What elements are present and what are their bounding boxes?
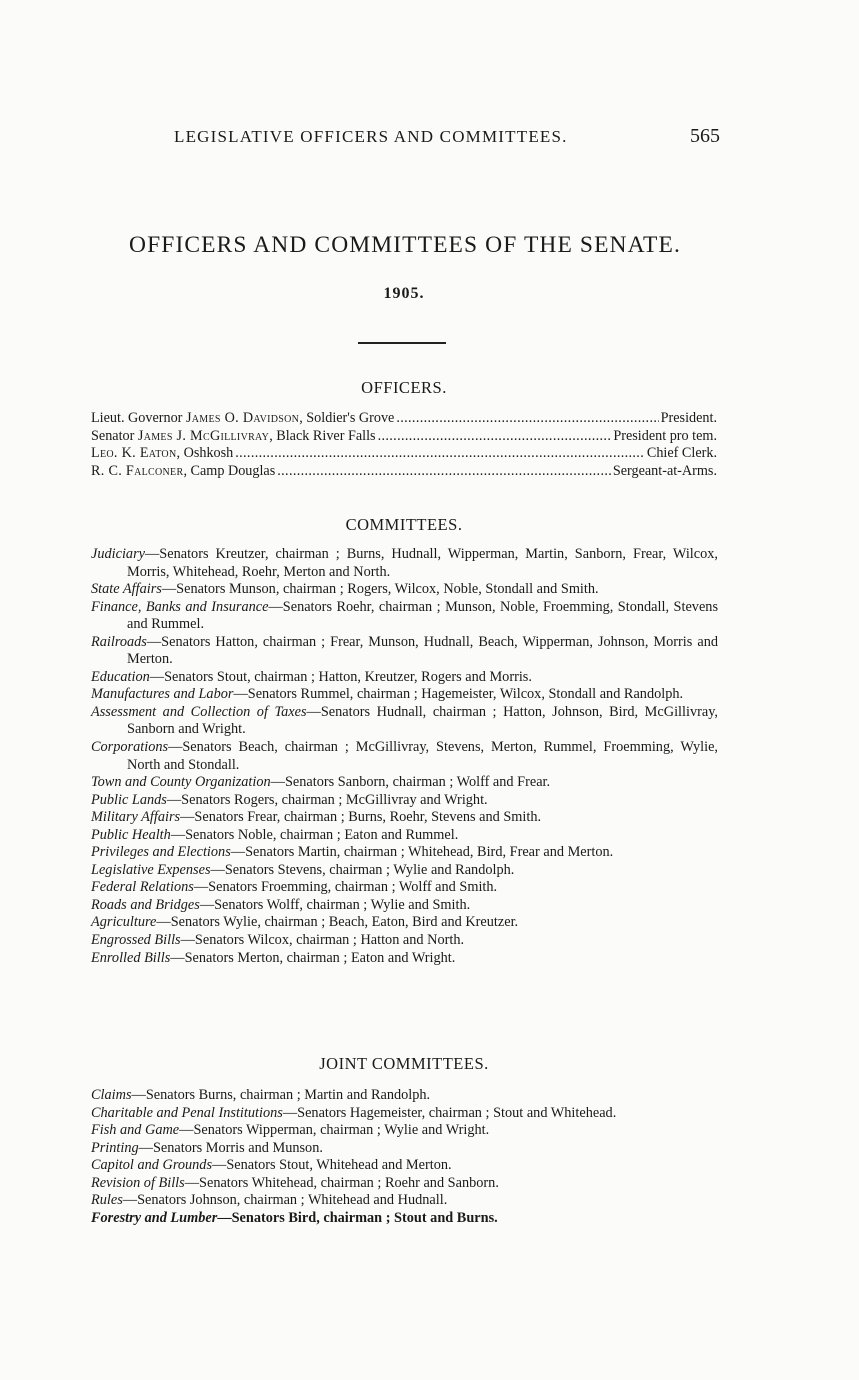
committee-members: —Senators Stevens, chairman ; Wylie and Randolph. xyxy=(210,861,515,878)
officer-name: James J. McGillivray xyxy=(137,427,270,444)
committee-members: —Senators Noble, chairman ; Eaton and Rummel. xyxy=(170,826,459,843)
committee-entry xyxy=(91,844,718,862)
officer-place: , Camp Douglas xyxy=(183,462,276,479)
officer-title: Senator xyxy=(91,427,138,444)
committee-name: Judiciary xyxy=(91,546,145,562)
committee-members: —Senators Burns, chairman ; Martin and Randolph. xyxy=(131,1087,431,1103)
committee-members: —Senators Whitehead, chairman ; Roehr and Sanborn. xyxy=(184,1174,499,1191)
committee-entry xyxy=(91,897,718,915)
committees-heading: COMMITTEES. xyxy=(345,515,463,534)
committee-entry xyxy=(91,704,718,739)
committee-members: —Senators Sanborn, chairman ; Wolff and Frear. xyxy=(270,774,551,791)
committee-entry xyxy=(91,1105,718,1123)
divider-rule xyxy=(358,342,446,344)
leader-dots xyxy=(277,463,611,481)
committee-members: —Senators Beach, chairman ; McGillivray, Stevens, Merton, Rummel, Froemming, Wylie, North and Stondall. xyxy=(127,739,718,773)
committee-entry xyxy=(91,1192,718,1210)
committee-name: Printing xyxy=(91,1139,139,1156)
committee-name: Charitable and Penal Institutions xyxy=(91,1104,283,1121)
officer-title: Lieut. Governor xyxy=(91,410,186,426)
committee-members: —Senators Hatton, chairman ; Frear, Munson, Hudnall, Beach, Wipperman, Johnson, Morris and Merton. xyxy=(127,633,718,668)
committee-members: —Senators Morris and Munson. xyxy=(138,1139,323,1156)
officer-name-place xyxy=(91,410,394,428)
officer-row xyxy=(91,410,717,428)
committee-entry xyxy=(91,599,718,634)
committee-name: Claims xyxy=(91,1087,132,1103)
officer-role: Sergeant-at-Arms. xyxy=(612,462,717,479)
committee-entry xyxy=(91,669,718,687)
committee-name: Privileges and Elections xyxy=(91,844,231,861)
committee-members: —Senators Johnson, chairman ; Whitehead and Hudnall. xyxy=(122,1192,448,1209)
committee-members: —Senators Hudnall, chairman ; Hatton, Johnson, Bird, McGillivray, Sanborn and Wright. xyxy=(127,703,719,738)
running-header xyxy=(174,127,720,147)
officer-place: , Soldier's Grove xyxy=(299,410,395,426)
officer-name: Leo. K. Eaton xyxy=(91,445,177,461)
committee-members: —Senators Hagemeister, chairman ; Stout and Whitehead. xyxy=(282,1104,617,1121)
committee-members: —Senators Stout, chairman ; Hatton, Kreutzer, Rogers and Morris. xyxy=(149,668,532,685)
committee-members: —Senators Froemming, chairman ; Wolff and Smith. xyxy=(193,879,498,896)
committee-members: —Senators Bird, chairman ; Stout and Burns. xyxy=(217,1209,498,1226)
committee-name: Assessment and Collection of Taxes xyxy=(91,703,307,720)
officer-name: R. C. Falconer xyxy=(91,462,184,479)
committee-name: State Affairs xyxy=(91,581,162,598)
officer-name-place xyxy=(91,445,233,463)
committee-name: Railroads xyxy=(91,633,147,650)
committee-members: —Senators Martin, chairman ; Whitehead, Bird, Frear and Merton. xyxy=(230,844,614,861)
committee-name: Capitol and Grounds xyxy=(91,1157,213,1174)
leader-dots xyxy=(378,428,612,446)
committee-entry xyxy=(91,879,718,897)
committee-entry xyxy=(91,1210,718,1228)
leader-dots xyxy=(235,445,645,463)
officer-name: James O. Davidson xyxy=(185,410,300,426)
leader-dots xyxy=(396,410,658,428)
officer-place: , Black River Falls xyxy=(269,427,376,444)
committee-entry xyxy=(91,1157,718,1175)
officer-row xyxy=(91,428,717,446)
committee-entry xyxy=(91,950,718,968)
committee-entry xyxy=(91,862,718,880)
committee-entry xyxy=(91,774,718,792)
officers-heading: OFFICERS. xyxy=(361,378,447,397)
committee-members: —Senators Wipperman, chairman ; Wylie and Wright. xyxy=(179,1122,490,1139)
committee-members: —Senators Munson, chairman ; Rogers, Wilcox, Noble, Stondall and Smith. xyxy=(161,581,599,598)
committee-entry xyxy=(91,792,718,810)
committee-name: Finance, Banks and Insurance xyxy=(91,598,269,615)
committee-name: Revision of Bills xyxy=(91,1174,185,1191)
page-title: OFFICERS AND COMMITTEES OF THE SENATE. xyxy=(129,232,681,258)
committee-members: —Senators Rogers, chairman ; McGillivray and Wright. xyxy=(166,791,488,808)
committee-name: Town and County Organization xyxy=(91,774,271,791)
committee-members: —Senators Stout, Whitehead and Merton. xyxy=(212,1157,452,1174)
committee-members: —Senators Merton, chairman ; Eaton and Wright. xyxy=(170,949,456,966)
committee-entry xyxy=(91,686,718,704)
committee-entry xyxy=(91,1087,718,1105)
committee-entry xyxy=(91,634,718,669)
year: 1905. xyxy=(383,285,425,302)
committee-name: Military Affairs xyxy=(91,809,181,826)
joint-committees-list xyxy=(91,1087,718,1227)
committee-name: Corporations xyxy=(91,739,169,756)
committee-members: —Senators Rummel, chairman ; Hagemeister, Wilcox, Stondall and Randolph. xyxy=(233,686,684,703)
committee-name: Education xyxy=(91,668,150,685)
committee-entry xyxy=(91,1140,718,1158)
committee-name: Manufactures and Labor xyxy=(91,686,234,703)
committee-entry xyxy=(91,809,718,827)
joint-committees-heading: JOINT COMMITTEES. xyxy=(319,1054,489,1073)
officer-row xyxy=(91,445,717,463)
committee-name: Rules xyxy=(91,1192,123,1209)
running-title: LEGISLATIVE OFFICERS AND COMMITTEES. xyxy=(174,127,568,146)
committee-name: Federal Relations xyxy=(91,879,194,896)
committee-name: Fish and Game xyxy=(91,1122,180,1139)
page-number: 565 xyxy=(690,125,720,147)
committee-entry xyxy=(91,1122,718,1140)
committee-name: Agriculture xyxy=(91,914,157,931)
officers-list xyxy=(91,410,717,480)
committee-entry xyxy=(91,932,718,950)
committee-members: —Senators Frear, chairman ; Burns, Roehr, Stevens and Smith. xyxy=(180,809,542,826)
officer-name-place xyxy=(91,463,275,481)
officer-role: Chief Clerk. xyxy=(646,445,717,461)
officer-role: President. xyxy=(660,410,717,426)
committee-members: —Senators Roehr, chairman ; Munson, Noble, Froemming, Stondall, Stevens and Rummel. xyxy=(127,598,719,633)
committee-entry xyxy=(91,546,718,581)
committee-members: —Senators Wylie, chairman ; Beach, Eaton, Bird and Kreutzer. xyxy=(156,914,519,931)
officer-row xyxy=(91,463,717,481)
committee-entry xyxy=(91,739,718,774)
officer-place: , Oshkosh xyxy=(176,445,234,461)
officer-name-place xyxy=(91,428,376,446)
committee-name: Roads and Bridges xyxy=(91,896,200,913)
committee-members: —Senators Kreutzer, chairman ; Burns, Hudnall, Wipperman, Martin, Sanborn, Frear, Wilcox, Morris, Whitehead, Roehr, Merton and North. xyxy=(127,546,718,580)
officer-role: President pro tem. xyxy=(613,427,717,444)
committee-name: Public Health xyxy=(91,826,171,843)
committee-name: Public Lands xyxy=(91,791,167,808)
committee-name: Forestry and Lumber xyxy=(91,1209,218,1226)
committee-members: —Senators Wolff, chairman ; Wylie and Smith. xyxy=(199,896,471,913)
committee-entry xyxy=(91,1175,718,1193)
committee-entry xyxy=(91,581,718,599)
committee-name: Enrolled Bills xyxy=(91,949,171,966)
committees-list xyxy=(91,546,718,967)
committee-entry xyxy=(91,914,718,932)
committee-name: Legislative Expenses xyxy=(91,861,211,878)
committee-entry xyxy=(91,827,718,845)
committee-name: Engrossed Bills xyxy=(91,932,181,949)
committee-members: —Senators Wilcox, chairman ; Hatton and North. xyxy=(180,932,465,949)
